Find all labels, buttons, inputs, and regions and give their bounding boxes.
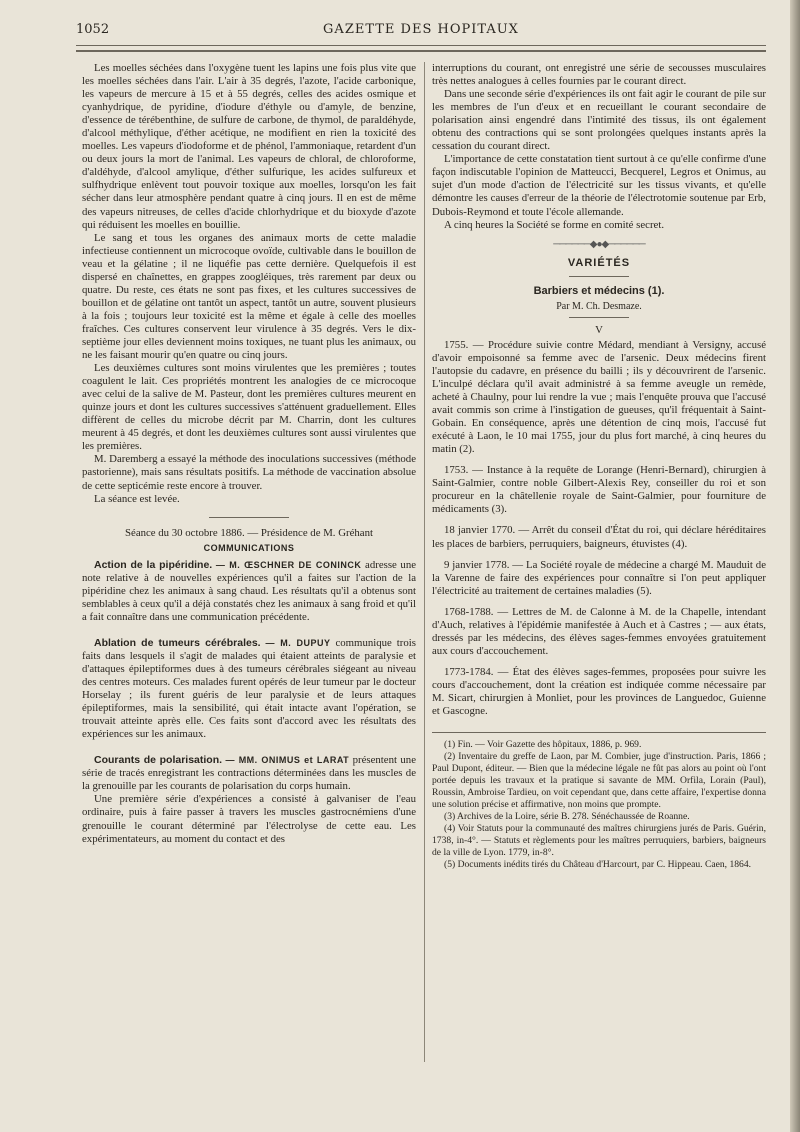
paragraph: interruptions du courant, ont enregistré une série de secousses musculaires très nettes analogues à celles fournies par le courant direct. — [432, 62, 766, 88]
communication-2 — [82, 637, 416, 741]
communication-1 — [82, 559, 416, 624]
article-title: Barbiers et médecins (1). — [533, 284, 665, 297]
communication-text: communique trois faits dans lesquels il s'agit de malades qui étaient atteints de paralysie et d'attaques épileptiformes dues à des tumeurs cérébrales siégeant au niveau des centres moteurs. Ces malades furent opérés de leur tumeur par le docteur Horselay ; ils furent guéris de leur paralysie et de leurs attaques épileptiformes, mais la sensibilité, qui était intacte avant l'opération, se trouvait atteinte après elle. Ces faits sont d'accord avec les résultats des expériences sur les animaux. — [82, 636, 416, 741]
communication-text: présentent une série de tracés enregistrant les contractions déterminées dans les muscles de la grenouille par les courants de polarisation du corps humain. — [82, 754, 416, 793]
communication-title: Courants de polarisation. — [94, 754, 223, 767]
communication-author: — M. ŒSCHNER DE CONINCK — [215, 559, 362, 570]
section-heading-varietes: VARIÉTÉS — [567, 256, 631, 269]
communication-title: Action de la pipéridine. — [94, 558, 213, 571]
paragraph: Les moelles séchées dans l'oxygène tuent les lapins une fois plus vite que les moelles séchées dans l'air. L'air à 35 degrés, l'azote, l'acide carbonique, les vapeurs de mercure à 15 et à 55 degrés, celles des acides osmique et cyanhydrique, de pyridine, d'iodure d'éthyle ou d'amyle, de benzine, d'essence de térébenthine, de sulfure de carbone, de thymol, de paraldéhyde, d'alcool méthylique, d'éther acétique, ne modifient en rien la toxicité des moelles. Les vapeurs d'iodoforme et de phénol, l'ammoniaque, retardent d'un ou deux jours la mort de l'animal. Les vapeurs de chloral, de chloroforme, d'aldéhyde, d'alcool amylique, d'éther sulfurique, les acides sulfureux et sulfhydrique enlèvent tout pouvoir toxique aux moelles, lorsqu'on les fait sécher dans leur atmosphère pendant quatre à cinq jours. Il en est de même des vapeurs nitreuses, de celles d'acide chlorhydrique et du bioxyde d'azote qui réduisent les moelles en bouillie. — [82, 62, 416, 231]
paragraph: Le sang et tous les organes des animaux morts de cette maladie infectieuse contiennent un microcoque ovoïde, cultivable dans le bouillon de veau et la gélatine ; il ne liquéfie pas cette dernière. Quelquefois il est dispersé en chaînettes, en grappes zoogléiques, très rarement par deux ou quatre. Du reste, ces états ne sont pas fixes, et les cultures successives de bouillon et de gélatine ont tantôt un aspect, tantôt un autre, souvent plusieurs à la fois ; toujours leur toxicité est la même et égale à celle des moelles fraîches. Ces cultures conservent leur virulence à 35 degrés. Vers le dix-septième jour elles deviennent moins toxiques, ne tuant plus les animaux, ou ne les faisant mourir qu'en quatre ou cinq jours. — [82, 231, 416, 362]
communication-title: Ablation de tumeurs cérébrales. — [94, 636, 261, 649]
column-divider — [424, 62, 425, 1062]
header-rule-thin — [76, 45, 766, 46]
entry-paragraph: 1773-1784. — État des élèves sages-femmes, proposées pour suivre les cours d'accouchement, dont la création est indiquée comme nécessaire par M. Sicart, chirurgien à Monliet, pour les provinces de Languedoc, Guienne et Gascogne. — [432, 665, 766, 718]
page-binding-edge — [790, 0, 800, 1132]
entry-paragraph: 1768-1788. — Lettres de M. de Calonne à M. de la Chapelle, intendant d'Auch, relatives à l'épidémie manifestée à Auch et à Castres ; — aux états, dressés par les médecins, des élèves sages-femmes envoyées gratuitement aux cours d'accouchement. — [432, 605, 766, 657]
article-author: Par M. Ch. Desmaze. — [556, 300, 642, 312]
session-heading: Séance du 30 octobre 1886. — Présidence de M. Gréhant — [125, 526, 373, 539]
left-column — [82, 62, 416, 1067]
paragraph: Les deuxièmes cultures sont moins virulentes que les premières ; toutes coagulent le lait. Ces propriétés montrent les analogies de ce microcoque avec celui de la salive de M. Pasteur, dont les premières cultures meurent en quinze jours et dont les cultures successives s'atténuent graduellement. Elles diffèrent de celles du microbe décrit par M. Charrin, dont les cultures meurent à 45 degrés, et dont les deuxièmes cultures sont aussi virulentes que les premières. — [82, 362, 416, 453]
paragraph: A cinq heures la Société se forme en comité secret. — [444, 218, 665, 231]
communications-heading: COMMUNICATIONS — [203, 542, 295, 553]
section-separator — [209, 517, 289, 518]
footnote: (4) Voir Statuts pour la communauté des maîtres chirurgiens jurés de Paris. Guérin, 1738, in-4°. — Statuts et règlements pour les maîtres perruquiers, barbiers, baigneurs de la ville de Lyon. 1779, in-8°. — [432, 823, 766, 859]
paragraph: M. Daremberg a essayé la méthode des inoculations successives (méthode pastorienne), mais sans résultats positifs. La méthode de vaccination absolue de cette septicémie reste encore à trouver. — [82, 453, 416, 492]
ornamental-separator: ──────◆●◆────── — [553, 238, 645, 250]
communication-author: — M. DUPUY — [265, 637, 331, 648]
paragraph: Dans une seconde série d'expériences ils ont fait agir le courant de pile sur les membres de l'un d'eux et en recueillant le courant secondaire de polarisation ainsi engendré dans l'intimité des tissus, ils ont également obtenu des contractions qui se sont prolongées quelques instants après la cessation du courant direct. — [432, 88, 766, 153]
page-number: 1052 — [76, 22, 110, 37]
paragraph: La séance est levée. — [94, 492, 180, 505]
communication-text: adresse une note relative à de nouvelles expériences qu'il a faites sur l'action de la pipéridine chez les animaux à sang chaud. Les résultats qu'il a obtenus sont semblables à ceux qu'il a déjà constatés chez les animaux à sang froid et qu'il a fait connaître dans une communication précédente. — [82, 558, 416, 623]
footnote: (2) Inventaire du greffe de Laon, par M. Combier, juge d'instruction. Paris, 1866 ; Paul Dupont, éditeur. — Bien que la médecine légale ne fût pas alors au point où l'ont portée depuis les travaux et la pratique si savante de MM. Orfila, Lorain (Paul), Roussin, Ambroise Tardieu, on voit cependant que, dans cette affaire, l'expertise donna une solution précise et affirmative, non moins que prompte. — [432, 751, 766, 811]
footnote: (5) Documents inédits tirés du Château d'Harcourt, par C. Hippeau. Caen, 1864. — [444, 859, 752, 871]
communication-author: — MM. ONIMUS et LARAT — [225, 755, 350, 766]
header-rule-thick — [76, 50, 766, 52]
footnote: (1) Fin. — Voir Gazette des hôpitaux, 1886, p. 969. — [444, 739, 642, 751]
author-rule — [569, 317, 629, 318]
heading-rule — [569, 276, 629, 277]
right-column — [432, 62, 766, 1067]
footnote-rule — [432, 732, 766, 733]
entry-paragraph: 18 janvier 1770. — Arrêt du conseil d'État du roi, qui déclare héréditaires les places de barbiers, perruquiers, baigneurs, étuvistes (4). — [432, 524, 766, 550]
chapter-numeral: V — [595, 323, 603, 336]
entry-paragraph: 9 janvier 1778. — La Société royale de médecine a chargé M. Mauduit de la Varenne de faire des expériences pour connaître si l'on peut appliquer l'électricité au traitement de certaines maladies (5). — [432, 558, 766, 597]
paragraph: Une première série d'expériences a consisté à galvaniser de l'eau ordinaire, puis à faire passer à travers les muscles gastrocnémiens d'une grenouille le courant déterminé par l'électrolyse de cette eau. Les expérimentateurs, au moment du contact et des — [82, 793, 416, 845]
journal-title: GAZETTE DES HOPITAUX — [323, 22, 519, 37]
entry-paragraph: 1753. — Instance à la requête de Lorange (Henri-Bernard), chirurgien à Saint-Galmier, contre noble Gilbert-Alexis Rey, conseiller du roi et son procureur en la châtellenie royale de Saint-Galmier, pour fourniture de médicaments (3). — [432, 464, 766, 516]
footnote: (3) Archives de la Loire, série B. 278. Sénéchaussée de Roanne. — [444, 811, 690, 823]
paragraph: L'importance de cette constatation tient surtout à ce qu'elle confirme d'une façon indiscutable l'opinion de Matteucci, Becquerel, Legros et Onimus, au sujet d'un mode d'action de l'électricité sur les tissus vivants, et qu'elle démontre les causes d'erreur de la théorie de l'électrotomie soutenue par Erb, Dubois-Reymond et toute l'école allemande. — [432, 153, 766, 218]
entry-paragraph: 1755. — Procédure suivie contre Médard, mendiant à Versigny, accusé d'avoir empoisonné sa femme avec de l'arsenic. Deux médecins firent l'autopsie du cadavre, en présence du bailli ; ils y découvrirent de l'arsenic. L'inculpé déclara qu'il avait administré à sa femme aveugle un remède, acheté à Chaulny, pour lui rendre la vue ; mais l'enquête prouva que l'accusé avait commis son crime à l'instigation de gueuses, qu'il fréquentait à Saint-Gobain. En conséquence, après une détention de cinq mois, l'accusé fut exécuté à Laon, le 10 mai 1755, jour du plus fort marché, à cinq heures du matin (2). — [432, 338, 766, 456]
communication-3 — [82, 754, 416, 793]
page-header — [76, 22, 766, 42]
